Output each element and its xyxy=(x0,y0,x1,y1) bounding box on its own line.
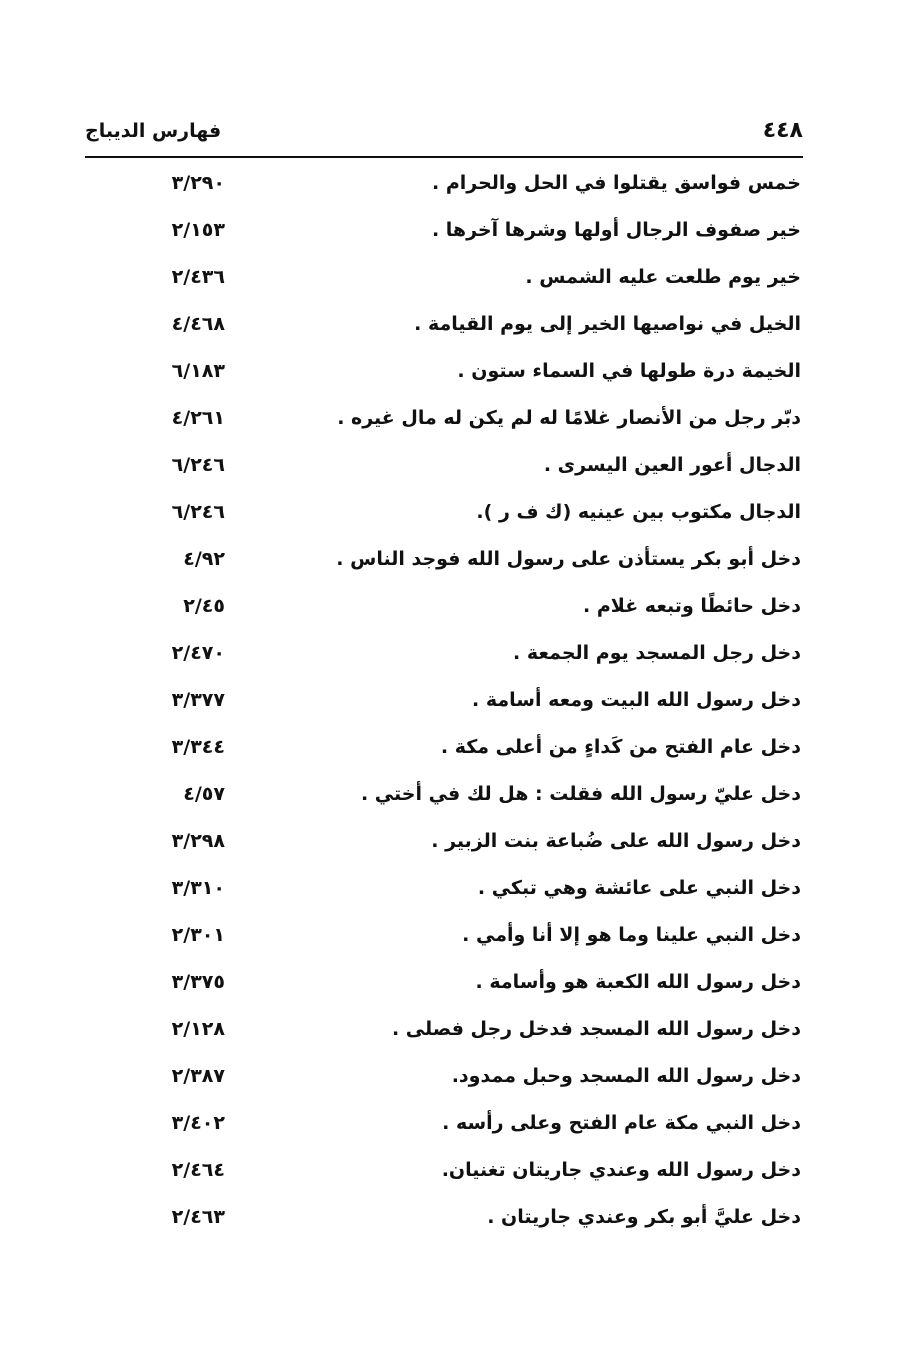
hadith-text: دخل النبي على عائشة وهي تبكي . xyxy=(477,877,801,899)
hadith-text: دخل رسول الله المسجد فدخل رجل فصلى . xyxy=(391,1018,801,1040)
volume-page-reference: ٦/١٨٣ xyxy=(171,360,225,382)
hadith-text: دخل عام الفتح من كَداءٍ من أعلى مكة . xyxy=(440,736,801,758)
hadith-text: دخل النبي مكة عام الفتح وعلى رأسه . xyxy=(442,1112,801,1134)
volume-page-reference: ٢/٣٠١ xyxy=(171,924,225,946)
volume-page-reference: ٣/٣١٠ xyxy=(171,877,225,899)
volume-page-reference: ٢/٤٦٣ xyxy=(171,1206,225,1228)
hadith-text: دبّر رجل من الأنصار غلامًا له لم يكن له مال غيره . xyxy=(337,407,801,429)
hadith-text: الخيمة درة طولها في السماء ستون . xyxy=(457,360,801,382)
index-entry xyxy=(85,491,803,538)
hadith-text: دخل عليَّ أبو بكر وعندي جاريتان . xyxy=(487,1206,801,1228)
hadith-text: خير صفوف الرجال أولها وشرها آخرها . xyxy=(431,219,801,241)
volume-page-reference: ٣/٣٧٥ xyxy=(171,971,225,993)
volume-page-reference: ٢/١٢٨ xyxy=(171,1018,225,1040)
hadith-text: دخل رسول الله المسجد وحبل ممدود. xyxy=(451,1065,801,1087)
index-entry xyxy=(85,350,803,397)
index-entry xyxy=(85,632,803,679)
hadith-text: الدجال مكتوب بين عينيه (ك ف ر ). xyxy=(476,501,801,523)
hadith-text: دخل رسول الله البيت ومعه أسامة . xyxy=(472,689,801,711)
hadith-index-list xyxy=(85,162,803,1243)
hadith-text: الدجال أعور العين اليسرى . xyxy=(543,454,801,476)
index-entry xyxy=(85,914,803,961)
index-entry xyxy=(85,726,803,773)
page-header xyxy=(85,118,803,156)
hadith-text: دخل رسول الله وعندي جاريتان تغنيان. xyxy=(441,1159,801,1181)
page-number: ٤٤٨ xyxy=(762,118,803,143)
index-entry xyxy=(85,1196,803,1243)
index-entry xyxy=(85,397,803,444)
volume-page-reference: ٢/٣٨٧ xyxy=(171,1065,225,1087)
hadith-text: دخل رسول الله على ضُباعة بنت الزبير . xyxy=(431,830,801,852)
volume-page-reference: ٢/٤٦٤ xyxy=(171,1159,225,1181)
volume-page-reference: ٦/٢٤٦ xyxy=(171,501,225,523)
hadith-text: دخل حائطًا وتبعه غلام . xyxy=(583,595,801,617)
hadith-text: دخل رسول الله الكعبة هو وأسامة . xyxy=(475,971,801,993)
index-entry xyxy=(85,585,803,632)
index-entry xyxy=(85,773,803,820)
index-entry xyxy=(85,209,803,256)
volume-page-reference: ٢/٤٣٦ xyxy=(171,266,225,288)
volume-page-reference: ٣/٣٧٧ xyxy=(171,689,225,711)
hadith-text: دخل أبو بكر يستأذن على رسول الله فوجد الناس . xyxy=(336,548,801,570)
index-entry xyxy=(85,303,803,350)
index-entry xyxy=(85,679,803,726)
index-entry xyxy=(85,1055,803,1102)
volume-page-reference: ٣/٤٠٢ xyxy=(171,1112,225,1134)
volume-page-reference: ٢/٤٥ xyxy=(183,595,225,617)
header-divider xyxy=(85,156,803,158)
hadith-text: دخل رجل المسجد يوم الجمعة . xyxy=(513,642,801,664)
index-entry xyxy=(85,162,803,209)
hadith-text: خمس فواسق يقتلوا في الحل والحرام . xyxy=(432,172,801,194)
index-entry xyxy=(85,820,803,867)
volume-page-reference: ٤/٥٧ xyxy=(183,783,225,805)
index-entry xyxy=(85,1149,803,1196)
index-entry xyxy=(85,1102,803,1149)
index-entry xyxy=(85,444,803,491)
volume-page-reference: ٢/٤٧٠ xyxy=(171,642,225,664)
running-title: فهارس الديباج xyxy=(85,120,222,142)
hadith-text: دخل عليّ رسول الله فقلت : هل لك في أختي . xyxy=(360,783,801,805)
index-entry xyxy=(85,538,803,585)
volume-page-reference: ٣/٢٩٨ xyxy=(171,830,225,852)
index-entry xyxy=(85,256,803,303)
index-entry xyxy=(85,867,803,914)
volume-page-reference: ٤/٢٦١ xyxy=(171,407,225,429)
volume-page-reference: ٤/٤٦٨ xyxy=(171,313,225,335)
hadith-text: الخيل في نواصيها الخير إلى يوم القيامة . xyxy=(414,313,801,335)
hadith-text: خير يوم طلعت عليه الشمس . xyxy=(525,266,801,288)
index-entry xyxy=(85,1008,803,1055)
volume-page-reference: ٣/٢٩٠ xyxy=(171,172,225,194)
volume-page-reference: ٤/٩٢ xyxy=(183,548,225,570)
hadith-text: دخل النبي علينا وما هو إلا أنا وأمي . xyxy=(462,924,801,946)
index-entry xyxy=(85,961,803,1008)
volume-page-reference: ٦/٢٤٦ xyxy=(171,454,225,476)
volume-page-reference: ٣/٣٤٤ xyxy=(171,736,225,758)
volume-page-reference: ٢/١٥٣ xyxy=(171,219,225,241)
